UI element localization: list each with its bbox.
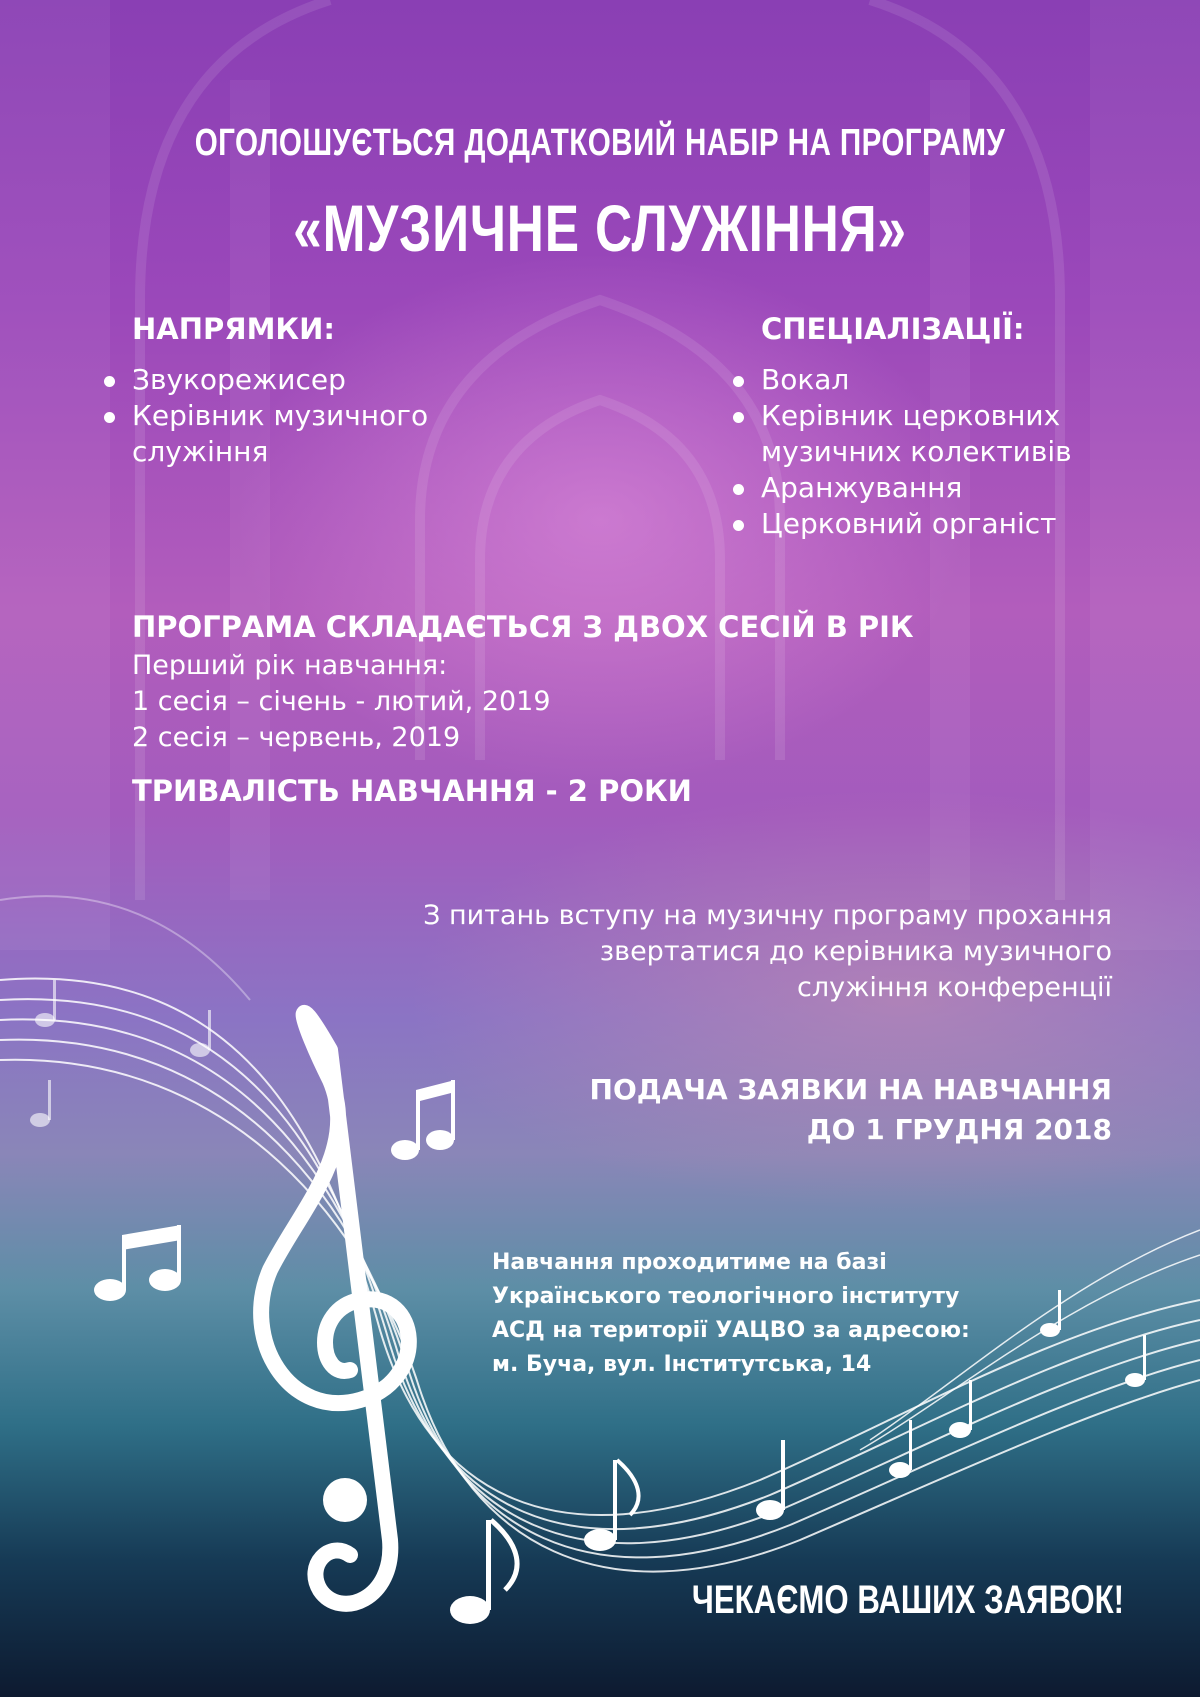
list-item: Церковний органіст — [733, 506, 1173, 542]
list-item: Керівник церковних музичних колективів — [733, 398, 1173, 470]
announcement-line: ОГОЛОШУЄТЬСЯ ДОДАТКОВИЙ НАБІР НА ПРОГРАМУ — [194, 122, 1006, 164]
program-details — [132, 648, 551, 756]
location-line: Українського теологічного інституту — [492, 1284, 960, 1309]
closing-call: ЧЕКАЄМО ВАШИХ ЗАЯВОК! — [691, 1578, 1124, 1622]
list-item: Звукорежисер — [104, 362, 584, 398]
directions-heading: НАПРЯМКИ: — [132, 312, 335, 346]
list-item: Керівник музичного служіння — [104, 398, 584, 470]
contact-text — [423, 898, 1112, 1006]
contact-line: З питань вступу на музичну програму прохання — [423, 900, 1112, 931]
program-title: «МУЗИЧНЕ СЛУЖІННЯ» — [293, 191, 907, 265]
deadline-text — [590, 1070, 1112, 1150]
location-text — [492, 1246, 970, 1382]
contact-line: служіння конференції — [797, 972, 1112, 1003]
location-line: АСД на території УАЦВО за адресою: — [492, 1318, 970, 1343]
contact-line: звертатися до керівника музичного — [599, 936, 1112, 967]
duration-heading: ТРИВАЛІСТЬ НАВЧАННЯ - 2 РОКИ — [132, 774, 692, 808]
music-note-icon — [30, 980, 211, 1127]
program-heading: ПРОГРАМА СКЛАДАЄТЬСЯ З ДВОХ СЕСІЙ В РІК — [132, 610, 914, 644]
list-item: Вокал — [733, 362, 1173, 398]
program-line: 1 сесія – січень - лютий, 2019 — [132, 686, 551, 717]
program-line: Перший рік навчання: — [132, 650, 448, 681]
program-line: 2 сесія – червень, 2019 — [132, 722, 461, 753]
specializations-heading: СПЕЦІАЛІЗАЦІЇ: — [761, 312, 1025, 346]
list-item: Аранжування — [733, 470, 1173, 506]
directions-list — [104, 362, 584, 470]
specializations-list — [733, 362, 1173, 542]
location-line: м. Буча, вул. Інститутська, 14 — [492, 1352, 872, 1377]
deadline-line: ДО 1 ГРУДНЯ 2018 — [806, 1113, 1112, 1146]
location-line: Навчання проходитиме на базі — [492, 1250, 887, 1275]
deadline-line: ПОДАЧА ЗАЯВКИ НА НАВЧАННЯ — [589, 1073, 1112, 1106]
